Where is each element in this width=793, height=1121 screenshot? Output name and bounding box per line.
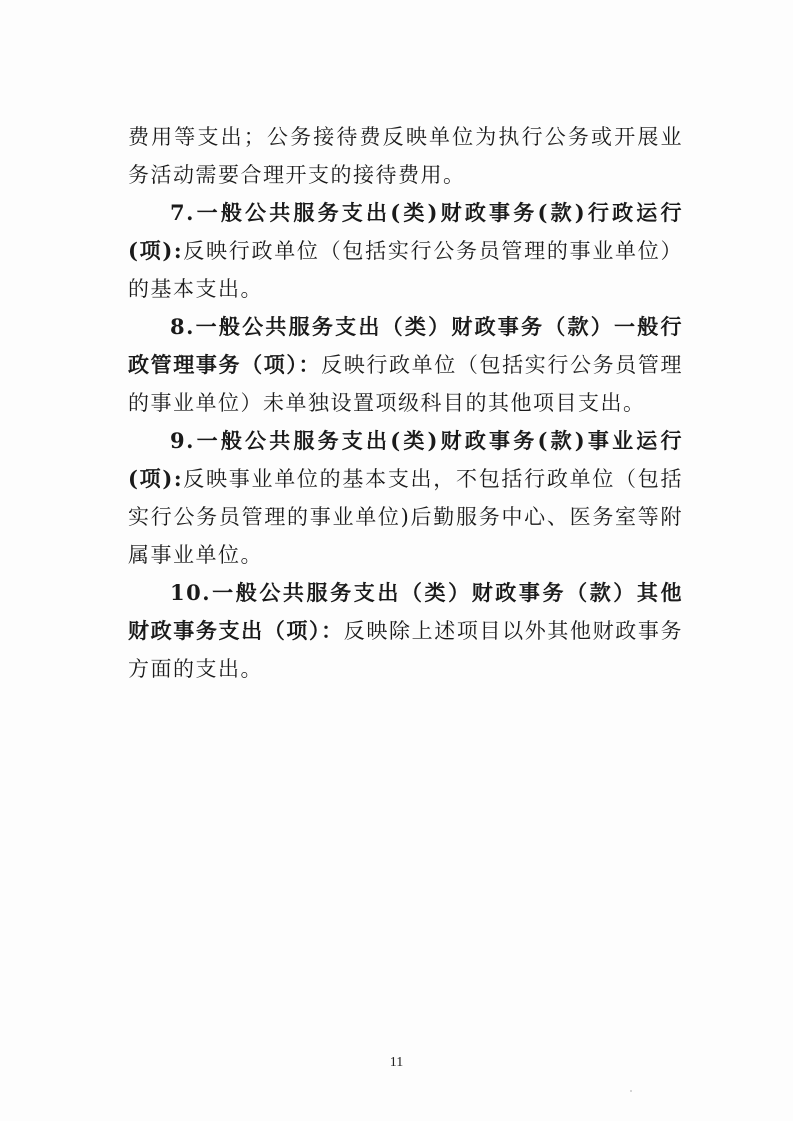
paragraph-body: 反映事业单位的基本支出，不包括行政单位（包括实行公务员管理的事业单位)后勤服务中心、医务室等附属事业单位。 bbox=[128, 467, 684, 567]
paragraph-item-9 bbox=[128, 422, 683, 574]
paragraph-continuation bbox=[128, 118, 683, 194]
paragraph-heading: 10.一般公共服务支出（类）财政事务（款）其他财政事务支出（项）： bbox=[128, 580, 683, 643]
paragraph-heading: 9.一般公共服务支出(类)财政事务(款)事业运行(项): bbox=[128, 428, 683, 491]
paragraph-body: 费用等支出；公务接待费反映单位为执行公务或开展业务活动需要合理开支的接待费用。 bbox=[128, 125, 683, 187]
paragraph-heading: 8.一般公共服务支出（类）财政事务（款）一般行政管理事务（项）： bbox=[128, 314, 683, 377]
paragraph-body: 反映除上述项目以外其他财政事务方面的支出。 bbox=[128, 619, 683, 681]
document-body bbox=[128, 118, 683, 688]
page-number: 11 bbox=[389, 1055, 404, 1070]
paragraph-item-7 bbox=[128, 194, 683, 308]
scan-artifact-dot bbox=[630, 1090, 632, 1092]
paragraph-item-8 bbox=[128, 308, 683, 422]
paragraph-body: 反映行政单位（包括实行公务员管理的事业单位）未单独设置项级科目的其他项目支出。 bbox=[128, 353, 683, 415]
paragraph-item-10 bbox=[128, 574, 683, 688]
paragraph-body: 反映行政单位（包括实行公务员管理的事业单位）的基本支出。 bbox=[128, 239, 684, 301]
paragraph-heading: 7.一般公共服务支出(类)财政事务(款)行政运行(项): bbox=[128, 200, 683, 263]
